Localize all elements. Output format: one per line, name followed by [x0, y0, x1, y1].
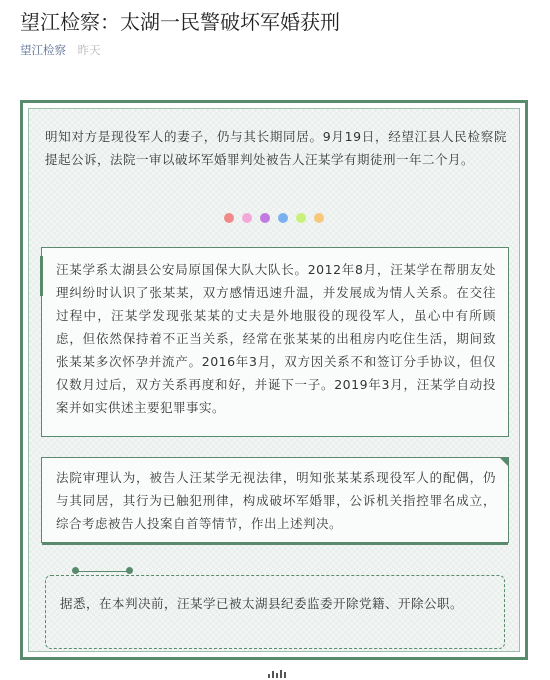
- note-box-dot-right: [126, 567, 133, 574]
- facts-paragraph: 汪某学系太湖县公安局原国保大队大队长。2012年8月，汪某学在帮朋友处理纠纷时认识了张某某，双方感情迅速升温，并发展成为情人关系。在交往过程中，汪某学发现张某某的丈夫是外地服役的现役军人，虽心中有所顾虑，但依然保持着不正当关系，经常在张某某的出租房内吃住生活，期间致张某某多次怀孕并流产。2016年3月，双方因关系不和签订分手协议，但仅仅数月过后，双方关系再度和好，并诞下一子。2019年3月，汪某学自动投案并如实供述主要犯罪事实。: [56, 262, 496, 415]
- decor-dot-6: [314, 213, 324, 223]
- account-name-link[interactable]: 望江检察: [20, 43, 66, 57]
- court-box: [41, 457, 509, 543]
- publish-time: 昨天: [77, 43, 101, 57]
- decor-dot-4: [278, 213, 288, 223]
- decor-dot-2: [242, 213, 252, 223]
- article-card: [20, 100, 528, 660]
- facts-box: [41, 247, 509, 437]
- article-card-inner: [28, 108, 520, 652]
- note-box: [45, 575, 505, 649]
- decor-dot-3: [260, 213, 270, 223]
- court-box-accent-bar: [42, 542, 508, 545]
- facts-box-accent-bar: [40, 256, 43, 296]
- court-paragraph: 法院审理认为，被告人汪某学无视法律，明知张某某系现役军人的配偶，仍与其同居，其行为已触犯刑律，构成破坏军婚罪，公诉机关指控罪名成立，综合考虑被告人投案自首等情节，作出上述判决。: [56, 470, 496, 531]
- court-box-corner: [499, 457, 509, 467]
- bottom-logo-mark: [268, 670, 286, 678]
- note-box-line: [74, 571, 128, 572]
- decorative-dots: [29, 213, 519, 223]
- article-meta: [20, 42, 101, 58]
- note-paragraph: 据悉，在本判决前，汪某学已被太湖县纪委监委开除党籍、开除公职。: [60, 596, 464, 611]
- decor-dot-1: [224, 213, 234, 223]
- decor-dot-5: [296, 213, 306, 223]
- intro-paragraph: 明知对方是现役军人的妻子，仍与其长期同居。9月19日，经望江县人民检察院提起公诉，法院一审以破坏军婚罪判处被告人汪某学有期徒刑一年二个月。: [45, 129, 507, 167]
- note-box-dot-left: [72, 567, 79, 574]
- article-title: 望江检察：太湖一民警破坏军婚获刑: [20, 10, 340, 34]
